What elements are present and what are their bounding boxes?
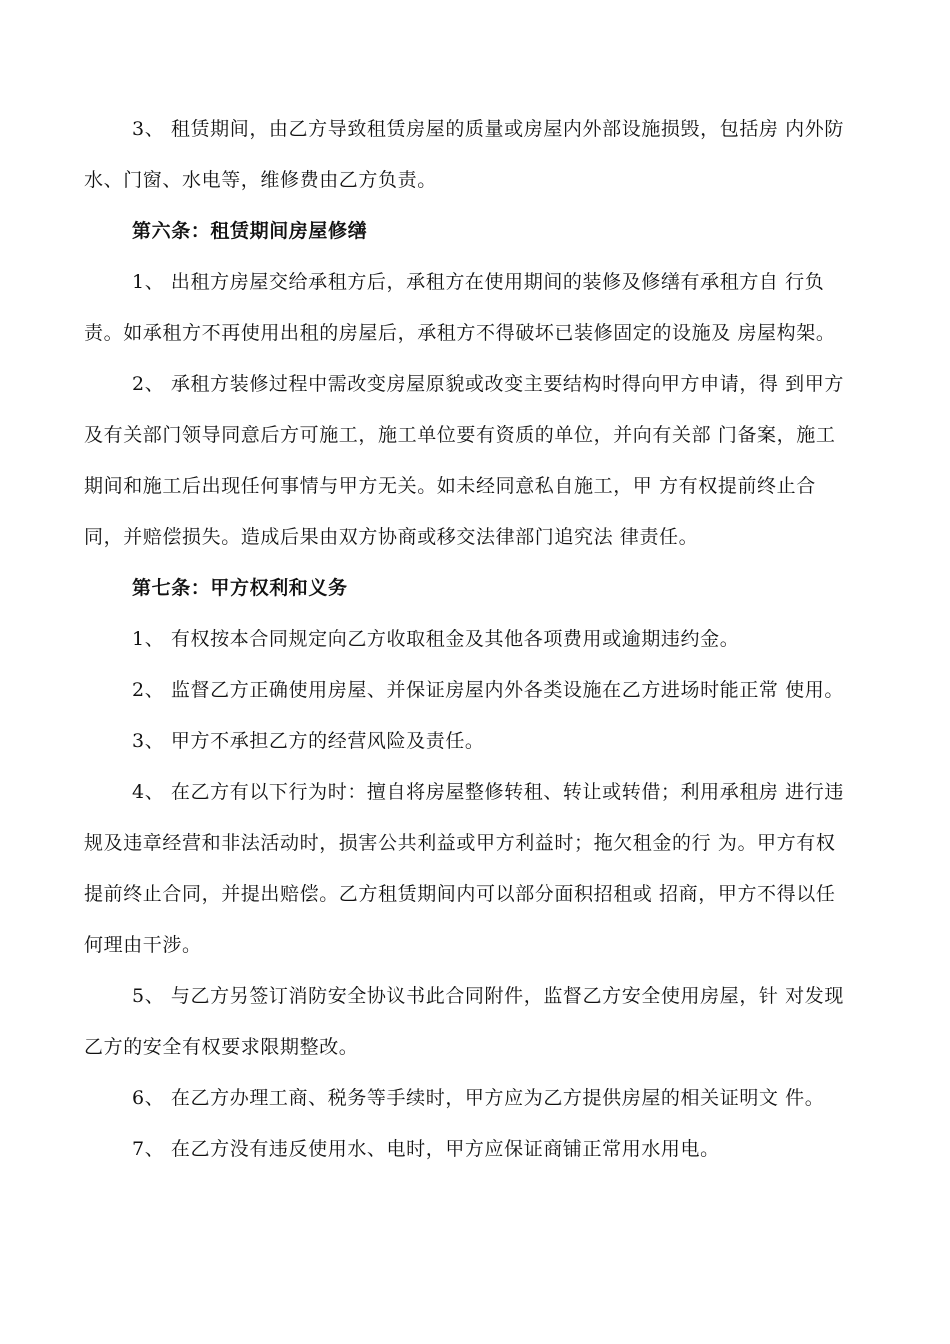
text-line: 5、 与乙方另签订消防安全协议书此合同附件，监督乙方安全使用房屋，针 对发现 [132,985,844,1007]
paragraph-article-7-item-3 [84,716,884,767]
text-line: 水、门窗、水电等，维修费由乙方负责。 [84,169,437,191]
text-line: 何理由干涉。 [84,934,202,956]
text-line: 1、 有权按本合同规定向乙方收取租金及其他各项费用或逾期违约金。 [132,628,740,650]
text-line: 4、 在乙方有以下行为时：擅自将房屋整修转租、转让或转借；利用承租房 进行违 [132,781,844,803]
text-line: 责。如承租方不再使用出租的房屋后，承租方不得破坏已装修固定的设施及 房屋构架。 [84,322,836,344]
paragraph-article-7-item-4 [84,767,884,971]
paragraph-article-6-item-2 [84,359,884,563]
heading-text: 第六条：租赁期间房屋修缮 [132,220,368,242]
heading-text: 第七条：甲方权利和义务 [132,577,348,599]
text-line: 7、 在乙方没有违反使用水、电时，甲方应保证商铺正常用水用电。 [132,1138,720,1160]
text-line: 2、 承租方装修过程中需改变房屋原貌或改变主要结构时得向甲方申请，得 到甲方 [132,373,844,395]
document-page [84,104,884,1175]
text-line: 乙方的安全有权要求限期整改。 [84,1036,359,1058]
text-line: 2、 监督乙方正确使用房屋、并保证房屋内外各类设施在乙方进场时能正常 使用。 [132,679,844,701]
paragraph-article-7-item-6 [84,1073,884,1124]
text-line: 3、 租赁期间，由乙方导致租赁房屋的质量或房屋内外部设施损毁，包括房 内外防 [132,118,844,140]
heading-article-7 [84,563,884,614]
text-line: 6、 在乙方办理工商、税务等手续时，甲方应为乙方提供房屋的相关证明文 件。 [132,1087,825,1109]
text-line: 同，并赔偿损失。造成后果由双方协商或移交法律部门追究法 律责任。 [84,526,699,548]
paragraph-article-7-item-1 [84,614,884,665]
text-line: 规及违章经营和非法活动时，损害公共利益或甲方利益时；拖欠租金的行 为。甲方有权 [84,832,836,854]
paragraph-clause-3-damage [84,104,884,206]
text-line: 1、 出租方房屋交给承租方后，承租方在使用期间的装修及修缮有承租方自 行负 [132,271,825,293]
text-line: 提前终止合同，并提出赔偿。乙方租赁期间内可以部分面积招租或 招商，甲方不得以任 [84,883,836,905]
paragraph-article-7-item-7 [84,1124,884,1175]
paragraph-article-7-item-2 [84,665,884,716]
heading-article-6 [84,206,884,257]
text-line: 3、 甲方不承担乙方的经营风险及责任。 [132,730,485,752]
text-line: 期间和施工后出现任何事情与甲方无关。如未经同意私自施工，甲 方有权提前终止合 [84,475,816,497]
paragraph-article-7-item-5 [84,971,884,1073]
paragraph-article-6-item-1 [84,257,884,359]
text-line: 及有关部门领导同意后方可施工，施工单位要有资质的单位，并向有关部 门备案，施工 [84,424,836,446]
